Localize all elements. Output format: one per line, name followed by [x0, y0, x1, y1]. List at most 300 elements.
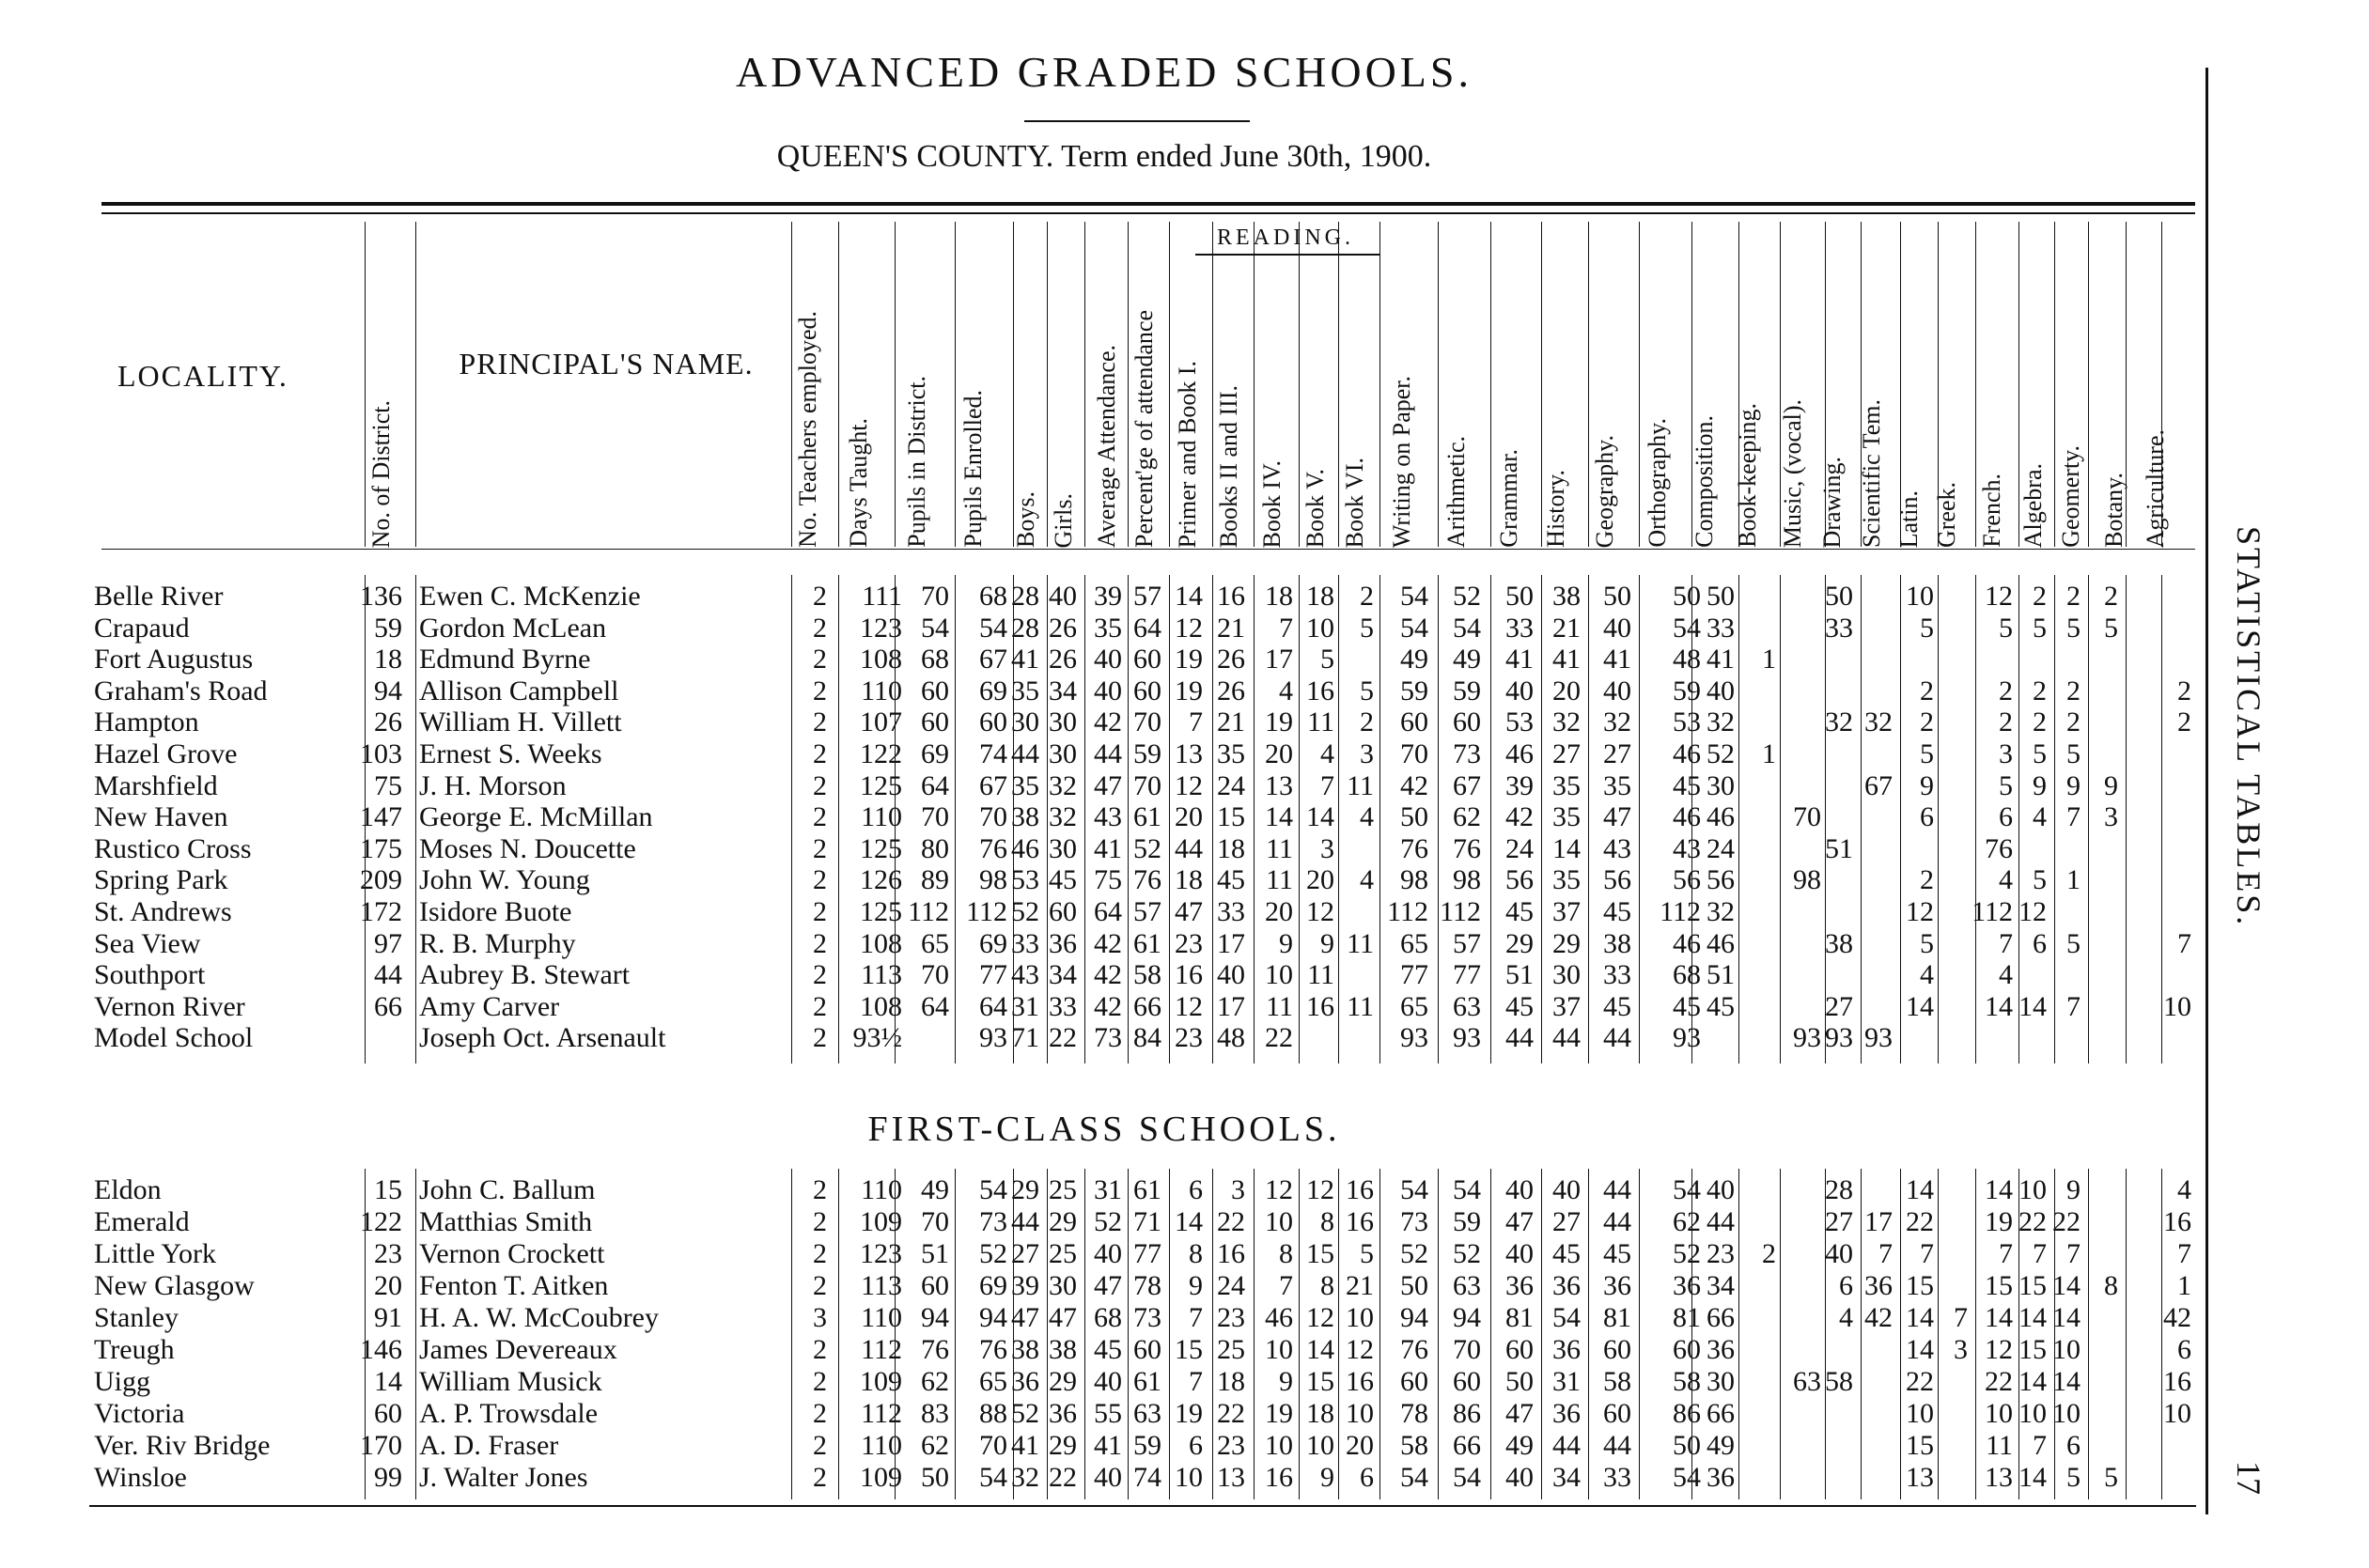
cell-history: 45	[1552, 1238, 1581, 1269]
cell-geography: 47	[1603, 801, 1631, 833]
header-column-rule	[1084, 222, 1085, 547]
cell-boys: 29	[1011, 1174, 1039, 1205]
cell-geometry: 5	[2066, 927, 2081, 959]
first-class-column-rule	[955, 1169, 956, 1499]
cell-pct_att: 77	[1133, 1238, 1161, 1269]
cell-geometry: 10	[2052, 1334, 2081, 1365]
cell-avg_att: 42	[1094, 927, 1122, 959]
cell-drawing: 33	[1825, 612, 1853, 644]
cell-algebra: 5	[2033, 612, 2047, 644]
column-header-music: Music, (vocal).	[1779, 398, 1806, 548]
cell-agriculture: 10	[2163, 990, 2191, 1022]
cell-pct_att: 59	[1133, 738, 1161, 769]
cell-pupils_district: 60	[921, 675, 949, 706]
cell-enrolled: 69	[979, 927, 1007, 959]
cell-geometry: 9	[2066, 769, 2081, 801]
cell-locality: Crapaud	[94, 612, 190, 644]
column-header-geometry: Geomerty.	[2057, 445, 2084, 548]
header-column-rule	[1588, 222, 1589, 547]
side-title: STATISTICAL TABLES.	[2230, 526, 2268, 928]
reading-group-label: READING.	[1217, 225, 1354, 250]
header-column-rule	[1541, 222, 1542, 547]
cell-latin: 22	[1906, 1366, 1934, 1397]
cell-grammar: 39	[1505, 769, 1534, 801]
cell-music: 93	[1793, 1022, 1821, 1054]
cell-locality: Emerald	[94, 1206, 190, 1237]
cell-district: 14	[374, 1366, 402, 1397]
first-class-column-rule	[1738, 1169, 1739, 1499]
cell-avg_att: 41	[1094, 1430, 1122, 1461]
cell-drawing: 51	[1825, 832, 1853, 864]
cell-history: 35	[1552, 864, 1581, 896]
cell-book6: 4	[1360, 801, 1374, 833]
cell-comp: 45	[1707, 990, 1735, 1022]
cell-latin: 10	[1906, 581, 1934, 612]
advanced-column-rule	[2054, 575, 2055, 1063]
cell-geography: 33	[1603, 959, 1631, 991]
cell-pupils_district: 70	[921, 581, 949, 612]
cell-book6: 11	[1347, 927, 1374, 959]
cell-arith: 98	[1453, 864, 1481, 896]
cell-locality: Little York	[94, 1238, 217, 1269]
page-subtitle: QUEEN'S COUNTY. Term ended June 30th, 1900.	[776, 139, 1432, 174]
header-column-rule	[1212, 222, 1213, 547]
cell-girls: 30	[1049, 706, 1077, 738]
cell-district: 172	[360, 896, 402, 927]
cell-ortho: 93	[1673, 1022, 1701, 1054]
cell-latin: 12	[1906, 896, 1934, 927]
cell-locality: Hampton	[94, 706, 199, 738]
cell-pupils_district: 112	[908, 896, 949, 927]
cell-geometry: 5	[2066, 738, 2081, 769]
cell-pupils_district: 94	[921, 1302, 949, 1333]
cell-book6: 3	[1360, 738, 1374, 769]
cell-book4: 13	[1265, 769, 1293, 801]
cell-avg_att: 52	[1094, 1206, 1122, 1237]
cell-geography: 44	[1603, 1174, 1631, 1205]
cell-geometry: 9	[2066, 1174, 2081, 1205]
cell-arith: 54	[1453, 1462, 1481, 1493]
cell-latin: 5	[1920, 738, 1934, 769]
cell-drawing: 4	[1839, 1302, 1853, 1333]
cell-avg_att: 47	[1094, 769, 1122, 801]
column-header-district: No. of District.	[367, 399, 395, 548]
column-header-bookkeeping: Book-keeping.	[1734, 403, 1761, 548]
header-column-rule	[1169, 222, 1170, 547]
cell-grammar: 41	[1505, 644, 1534, 675]
cell-grammar: 40	[1505, 675, 1534, 706]
cell-book4: 9	[1279, 927, 1293, 959]
cell-enrolled: 68	[979, 581, 1007, 612]
cell-district: 66	[374, 990, 402, 1022]
cell-days: 109	[860, 1206, 902, 1237]
cell-boys: 52	[1011, 1398, 1039, 1429]
cell-botany: 9	[2104, 769, 2118, 801]
cell-writing: 60	[1400, 1366, 1428, 1397]
cell-pupils_district: 70	[921, 959, 949, 991]
cell-writing: 50	[1400, 1270, 1428, 1301]
advanced-column-rule	[2161, 575, 2162, 1063]
cell-ortho: 52	[1673, 1238, 1701, 1269]
cell-primer: 14	[1175, 1206, 1203, 1237]
cell-comp: 49	[1707, 1430, 1735, 1461]
advanced-column-rule	[1861, 575, 1862, 1063]
cell-teachers: 2	[813, 959, 827, 991]
cell-pct_att: 70	[1133, 769, 1161, 801]
cell-avg_att: 73	[1094, 1022, 1122, 1054]
cell-teachers: 2	[813, 1022, 827, 1054]
cell-teachers: 2	[813, 1462, 827, 1493]
cell-girls: 30	[1049, 738, 1077, 769]
cell-days: 110	[861, 675, 902, 706]
cell-grammar: 33	[1505, 612, 1534, 644]
column-header-algebra: Algebra.	[2019, 462, 2047, 548]
cell-latin: 4	[1920, 959, 1934, 991]
cell-book4: 11	[1266, 990, 1293, 1022]
advanced-column-rule	[1438, 575, 1439, 1063]
cell-arith: 66	[1453, 1430, 1481, 1461]
column-header-pupils_district: Pupils in District.	[903, 376, 930, 548]
cell-algebra: 7	[2033, 1430, 2047, 1461]
advanced-column-rule	[1490, 575, 1491, 1063]
cell-geography: 36	[1603, 1270, 1631, 1301]
cell-teachers: 2	[813, 896, 827, 927]
cell-comp: 32	[1707, 896, 1735, 927]
cell-book4: 11	[1266, 832, 1293, 864]
advanced-column-rule	[1900, 575, 1901, 1063]
cell-history: 27	[1552, 1206, 1581, 1237]
cell-arith: 54	[1453, 1174, 1481, 1205]
advanced-column-rule	[1047, 575, 1048, 1063]
column-header-history: History.	[1542, 470, 1569, 548]
cell-geography: 45	[1603, 1238, 1631, 1269]
cell-girls: 22	[1049, 1462, 1077, 1493]
cell-teachers: 2	[813, 769, 827, 801]
cell-teachers: 2	[813, 1206, 827, 1237]
cell-greek: 7	[1954, 1302, 1968, 1333]
cell-latin: 15	[1906, 1270, 1934, 1301]
first-class-column-rule	[415, 1169, 416, 1499]
cell-girls: 36	[1049, 927, 1077, 959]
cell-book4: 20	[1265, 738, 1293, 769]
first-class-column-rule	[1541, 1169, 1542, 1499]
cell-avg_att: 42	[1094, 959, 1122, 991]
cell-pct_att: 61	[1133, 1366, 1161, 1397]
cell-primer: 12	[1175, 769, 1203, 801]
cell-books23: 16	[1217, 1238, 1245, 1269]
cell-pupils_district: 51	[921, 1238, 949, 1269]
cell-latin: 2	[1920, 706, 1934, 738]
header-column-rule	[1738, 222, 1739, 547]
cell-boys: 30	[1011, 706, 1039, 738]
cell-book5: 14	[1306, 801, 1334, 833]
cell-avg_att: 31	[1094, 1174, 1122, 1205]
cell-pct_att: 60	[1133, 1334, 1161, 1365]
cell-grammar: 49	[1505, 1430, 1534, 1461]
cell-grammar: 81	[1505, 1302, 1534, 1333]
cell-grammar: 60	[1505, 1334, 1534, 1365]
cell-enrolled: 64	[979, 990, 1007, 1022]
cell-days: 111	[862, 581, 902, 612]
header-column-rule	[1128, 222, 1129, 547]
cell-district: 170	[360, 1430, 402, 1461]
header-column-rule	[1299, 222, 1300, 547]
cell-locality: Graham's Road	[94, 675, 268, 706]
cell-french: 7	[1999, 1238, 2013, 1269]
cell-girls: 25	[1049, 1238, 1077, 1269]
cell-principal: Joseph Oct. Arsenault	[419, 1022, 666, 1054]
advanced-column-rule	[1639, 575, 1640, 1063]
cell-locality: Victoria	[94, 1398, 185, 1429]
first-class-column-rule	[838, 1169, 839, 1499]
cell-algebra: 4	[2033, 801, 2047, 833]
cell-avg_att: 45	[1094, 1334, 1122, 1365]
cell-pupils_district: 60	[921, 706, 949, 738]
cell-boys: 31	[1011, 990, 1039, 1022]
cell-drawing: 93	[1825, 1022, 1853, 1054]
cell-algebra: 15	[2018, 1334, 2047, 1365]
cell-enrolled: 70	[979, 1430, 1007, 1461]
cell-pct_att: 61	[1133, 801, 1161, 833]
cell-girls: 25	[1049, 1174, 1077, 1205]
cell-books23: 24	[1217, 1270, 1245, 1301]
cell-principal: Ewen C. McKenzie	[419, 581, 641, 612]
cell-geometry: 22	[2052, 1206, 2081, 1237]
cell-geometry: 5	[2066, 612, 2081, 644]
cell-history: 35	[1552, 801, 1581, 833]
cell-algebra: 2	[2033, 581, 2047, 612]
cell-district: 136	[360, 581, 402, 612]
cell-book6: 6	[1360, 1462, 1374, 1493]
cell-scientific: 7	[1878, 1238, 1893, 1269]
cell-french: 2	[1999, 706, 2013, 738]
advanced-column-rule	[791, 575, 792, 1063]
cell-algebra: 12	[2018, 896, 2047, 927]
cell-books23: 35	[1217, 738, 1245, 769]
cell-book5: 20	[1306, 864, 1334, 896]
first-class-column-rule	[1299, 1169, 1300, 1499]
cell-pupils_district: 69	[921, 738, 949, 769]
cell-history: 37	[1552, 896, 1581, 927]
header-column-rule	[2018, 222, 2019, 547]
cell-primer: 7	[1189, 1302, 1203, 1333]
cell-arith: 67	[1453, 769, 1481, 801]
first-class-column-rule	[1047, 1169, 1048, 1499]
header-column-rule	[1013, 222, 1014, 547]
cell-days: 110	[861, 1430, 902, 1461]
cell-book6: 12	[1346, 1334, 1374, 1365]
cell-agriculture: 4	[2177, 1174, 2191, 1205]
cell-locality: Spring Park	[94, 864, 228, 896]
cell-teachers: 2	[813, 1398, 827, 1429]
advanced-column-rule	[1975, 575, 1976, 1063]
header-column-rule	[1691, 222, 1692, 547]
cell-drawing: 27	[1825, 1206, 1853, 1237]
cell-book5: 11	[1307, 706, 1334, 738]
cell-district: 44	[374, 959, 402, 991]
cell-book4: 10	[1265, 959, 1293, 991]
cell-locality: Ver. Riv Bridge	[94, 1430, 271, 1461]
table-bottom-rule	[89, 1505, 2196, 1507]
cell-book5: 16	[1306, 675, 1334, 706]
cell-boys: 44	[1011, 738, 1039, 769]
cell-principal: Isidore Buote	[419, 896, 572, 927]
cell-book4: 12	[1265, 1174, 1293, 1205]
cell-geography: 33	[1603, 1462, 1631, 1493]
cell-grammar: 53	[1505, 706, 1534, 738]
cell-french: 7	[1999, 927, 2013, 959]
cell-french: 19	[1985, 1206, 2013, 1237]
cell-botany: 5	[2104, 1462, 2118, 1493]
cell-book5: 9	[1320, 1462, 1334, 1493]
cell-geometry: 7	[2066, 990, 2081, 1022]
title-rule	[1024, 120, 1250, 122]
cell-arith: 60	[1453, 1366, 1481, 1397]
cell-algebra: 2	[2033, 675, 2047, 706]
cell-geography: 81	[1603, 1302, 1631, 1333]
cell-boys: 41	[1011, 1430, 1039, 1461]
cell-primer: 44	[1175, 832, 1203, 864]
cell-writing: 49	[1400, 644, 1428, 675]
cell-district: 23	[374, 1238, 402, 1269]
cell-book5: 18	[1306, 581, 1334, 612]
cell-district: 59	[374, 612, 402, 644]
cell-days: 108	[860, 927, 902, 959]
advanced-column-rule	[1084, 575, 1085, 1063]
cell-french: 4	[1999, 864, 2013, 896]
cell-history: 31	[1552, 1366, 1581, 1397]
cell-ortho: 50	[1673, 1430, 1701, 1461]
cell-latin: 14	[1906, 1334, 1934, 1365]
cell-pupils_district: 80	[921, 832, 949, 864]
cell-scientific: 36	[1864, 1270, 1893, 1301]
cell-pct_att: 58	[1133, 959, 1161, 991]
cell-primer: 6	[1189, 1430, 1203, 1461]
cell-book5: 15	[1306, 1366, 1334, 1397]
cell-bookkeeping: 1	[1762, 644, 1776, 675]
cell-bookkeeping: 1	[1762, 738, 1776, 769]
cell-primer: 9	[1189, 1270, 1203, 1301]
cell-principal: Gordon McLean	[419, 612, 607, 644]
first-class-column-rule	[1588, 1169, 1589, 1499]
cell-pct_att: 63	[1133, 1398, 1161, 1429]
cell-arith: 77	[1453, 959, 1481, 991]
cell-girls: 38	[1049, 1334, 1077, 1365]
cell-geography: 44	[1603, 1022, 1631, 1054]
cell-writing: 93	[1400, 1022, 1428, 1054]
cell-avg_att: 42	[1094, 706, 1122, 738]
cell-primer: 23	[1175, 927, 1203, 959]
right-border-rule	[2205, 68, 2208, 1514]
cell-drawing: 38	[1825, 927, 1853, 959]
advanced-column-rule	[1299, 575, 1300, 1063]
cell-geometry: 7	[2066, 801, 2081, 833]
cell-ortho: 62	[1673, 1206, 1701, 1237]
advanced-column-rule	[1338, 575, 1339, 1063]
cell-geometry: 10	[2052, 1398, 2081, 1429]
cell-avg_att: 55	[1094, 1398, 1122, 1429]
cell-geography: 60	[1603, 1334, 1631, 1365]
column-header-grammar: Grammar.	[1495, 449, 1522, 548]
cell-geometry: 2	[2066, 706, 2081, 738]
cell-botany: 8	[2104, 1270, 2118, 1301]
header-column-rule	[838, 222, 839, 547]
cell-agriculture: 16	[2163, 1206, 2191, 1237]
top-double-rule-inner	[101, 212, 2195, 214]
cell-book6: 10	[1346, 1398, 1374, 1429]
cell-ortho: 81	[1673, 1302, 1701, 1333]
cell-book5: 4	[1320, 738, 1334, 769]
cell-teachers: 2	[813, 706, 827, 738]
cell-writing: 58	[1400, 1430, 1428, 1461]
first-class-column-rule	[1254, 1169, 1255, 1499]
header-column-rule	[955, 222, 956, 547]
header-column-rule	[1938, 222, 1939, 547]
cell-enrolled: 67	[979, 769, 1007, 801]
top-double-rule	[101, 202, 2195, 206]
cell-scientific: 67	[1864, 769, 1893, 801]
cell-book6: 16	[1346, 1366, 1374, 1397]
column-header-teachers: No. Teachers employed.	[794, 311, 821, 548]
cell-teachers: 2	[813, 1238, 827, 1269]
cell-geometry: 7	[2066, 1238, 2081, 1269]
cell-ortho: 54	[1673, 612, 1701, 644]
cell-girls: 45	[1049, 864, 1077, 896]
cell-french: 22	[1985, 1366, 2013, 1397]
cell-writing: 59	[1400, 675, 1428, 706]
cell-arith: 63	[1453, 1270, 1481, 1301]
column-header-girls: Girls.	[1050, 492, 1077, 548]
header-column-rule	[1780, 222, 1781, 547]
cell-algebra: 10	[2018, 1398, 2047, 1429]
cell-book4: 18	[1265, 581, 1293, 612]
cell-algebra: 2	[2033, 706, 2047, 738]
cell-grammar: 45	[1505, 896, 1534, 927]
cell-pct_att: 64	[1133, 612, 1161, 644]
cell-comp: 46	[1707, 927, 1735, 959]
cell-book4: 14	[1265, 801, 1293, 833]
cell-district: 94	[374, 675, 402, 706]
cell-teachers: 2	[813, 675, 827, 706]
cell-scientific: 32	[1864, 706, 1893, 738]
cell-drawing: 40	[1825, 1238, 1853, 1269]
cell-district: 20	[374, 1270, 402, 1301]
cell-teachers: 2	[813, 990, 827, 1022]
cell-history: 36	[1552, 1270, 1581, 1301]
cell-history: 32	[1552, 706, 1581, 738]
first-class-column-rule	[1780, 1169, 1781, 1499]
cell-girls: 22	[1049, 1022, 1077, 1054]
cell-district: 209	[360, 864, 402, 896]
cell-teachers: 2	[813, 738, 827, 769]
cell-district: 18	[374, 644, 402, 675]
cell-ortho: 54	[1673, 1462, 1701, 1493]
column-header-botany: Botany.	[2100, 473, 2127, 548]
cell-french: 6	[1999, 801, 2013, 833]
cell-agriculture: 10	[2163, 1398, 2191, 1429]
header-column-rule	[1861, 222, 1862, 547]
cell-book5: 10	[1306, 1430, 1334, 1461]
cell-avg_att: 41	[1094, 832, 1122, 864]
cell-pupils_district: 49	[921, 1174, 949, 1205]
cell-district: 146	[360, 1334, 402, 1365]
cell-french: 4	[1999, 959, 2013, 991]
column-header-books23: Books II and III.	[1215, 384, 1242, 548]
header-column-rule	[2126, 222, 2127, 547]
cell-locality: Treugh	[94, 1334, 175, 1365]
column-header-agriculture: Agriculture.	[2142, 428, 2169, 548]
cell-enrolled: 69	[979, 675, 1007, 706]
